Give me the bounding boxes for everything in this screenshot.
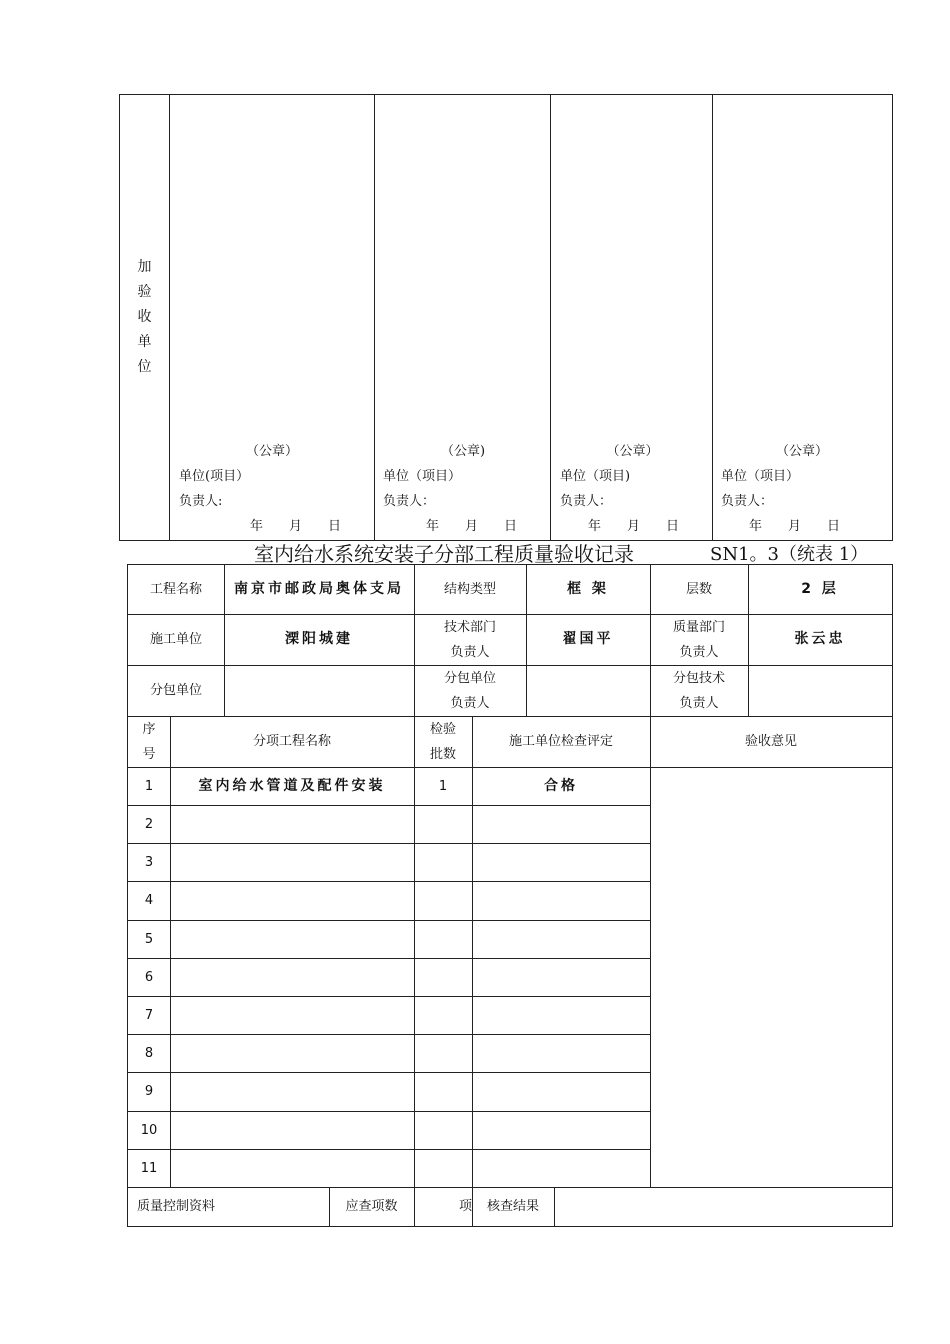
unit-label: 单位(项目）	[179, 469, 250, 484]
divider	[128, 881, 650, 882]
row-seq: 1	[144, 778, 154, 794]
structure-type-label: 结构类型	[443, 582, 496, 597]
sub-head-value	[526, 665, 650, 716]
contractor-value: 溧阳城建	[285, 631, 353, 647]
person-label: 负责人：	[383, 494, 436, 509]
signature-cell	[721, 439, 883, 539]
floors-label: 层数	[685, 582, 712, 597]
unit-label: 单位（项目）	[721, 469, 800, 484]
seq-header: 序 号	[142, 721, 156, 762]
unit-label: 单位（项目)	[560, 469, 631, 484]
signature-cell	[560, 439, 705, 539]
divider	[374, 95, 375, 540]
qc-records-label: 质量控制资料	[137, 1199, 216, 1214]
date-line: 年 月 日	[749, 519, 841, 534]
date-line: 年 月 日	[250, 519, 342, 534]
divider	[128, 1111, 650, 1112]
divider	[650, 716, 651, 1187]
batches-header: 检验 批数	[429, 721, 456, 762]
item-name-header: 分项工程名称	[252, 734, 331, 749]
divider	[128, 996, 650, 997]
floors-value: 2 层	[801, 581, 839, 597]
sub-tech-label: 分包技术 负责人	[672, 670, 725, 711]
check-count-label: 应查项数	[345, 1199, 398, 1214]
row-seq: 5	[144, 931, 154, 947]
side-label-participating-units: 加 验 收 单 位	[137, 259, 152, 375]
row-seq: 8	[144, 1045, 154, 1061]
divider	[169, 95, 170, 540]
seal-label: （公章）	[245, 444, 298, 459]
row-seq: 4	[144, 893, 154, 908]
page-title: 室内给水系统安装子分部工程质量验收记录	[254, 542, 634, 566]
divider	[128, 1072, 650, 1073]
subcontractor-label: 分包单位	[149, 683, 202, 698]
row-seq: 2	[144, 816, 154, 832]
opinion-header: 验收意见	[744, 734, 797, 749]
check-result-value	[554, 1187, 892, 1226]
form-code: SN1。3（统表 1）	[710, 544, 869, 565]
seal-label: （公章）	[606, 444, 659, 459]
divider	[128, 1149, 650, 1150]
signature-table	[119, 94, 893, 541]
structure-type-value: 框 架	[567, 581, 609, 597]
signature-cell	[383, 439, 543, 539]
divider	[128, 958, 650, 959]
divider	[712, 95, 713, 540]
row-seq: 9	[144, 1084, 154, 1099]
row-batches: 1	[438, 778, 448, 794]
person-label: 负责人：	[560, 494, 613, 509]
row-item-name: 室内给水管道及配件安装	[198, 777, 386, 794]
divider	[128, 805, 650, 806]
row-seq: 10	[140, 1122, 158, 1138]
evaluation-header: 施工单位检查评定	[508, 734, 613, 749]
inspection-table	[127, 564, 893, 1227]
seal-label: （公章)	[440, 444, 486, 459]
row-result: 合格	[544, 777, 578, 794]
divider	[128, 920, 650, 921]
row-seq: 7	[144, 1007, 154, 1023]
contractor-label: 施工单位	[149, 632, 202, 647]
divider	[128, 843, 650, 844]
project-name-label: 工程名称	[149, 582, 202, 597]
sub-head-label: 分包单位 负责人	[443, 670, 496, 711]
sub-tech-value	[748, 665, 892, 716]
subcontractor-value	[224, 665, 414, 716]
tech-dept-value: 翟国平	[562, 631, 614, 647]
person-label: 负责人：	[721, 494, 774, 509]
divider	[128, 1034, 650, 1035]
quality-dept-label: 质量部门 负责人	[672, 619, 725, 660]
unit-label: 单位（项目）	[383, 469, 462, 484]
row-seq: 11	[140, 1160, 158, 1176]
signature-cell	[179, 439, 365, 539]
quality-dept-value: 张云忠	[794, 631, 846, 647]
person-label: 负责人:	[179, 494, 223, 509]
item-unit-label: 项	[458, 1199, 472, 1214]
check-result-label: 核查结果	[486, 1199, 539, 1214]
seal-label: （公章）	[775, 444, 828, 459]
date-line: 年 月 日	[588, 519, 680, 534]
row-seq: 3	[144, 854, 154, 870]
divider	[550, 95, 551, 540]
date-line: 年 月 日	[426, 519, 518, 534]
row-seq: 6	[144, 969, 154, 985]
tech-dept-label: 技术部门 负责人	[443, 619, 496, 660]
project-name-value: 南京市邮政局奥体支局	[234, 581, 404, 597]
